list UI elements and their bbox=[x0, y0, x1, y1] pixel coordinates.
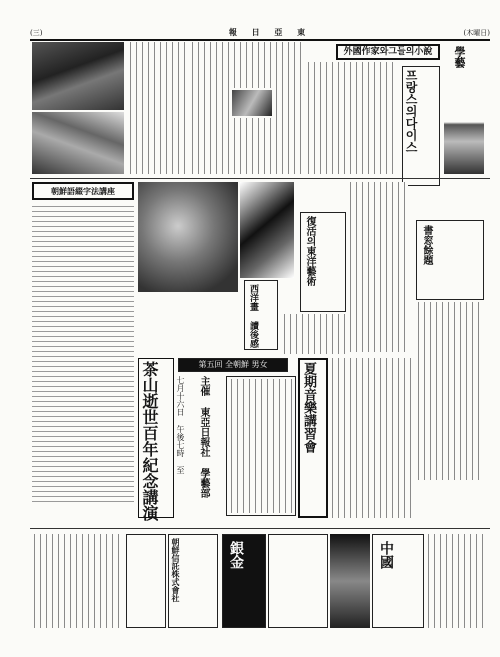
women-banner: 第五回 全朝鮮 男女 bbox=[178, 358, 288, 372]
foreign-writers-banner: 外國作家와그들의小說 bbox=[336, 44, 440, 60]
text-column bbox=[416, 302, 484, 480]
eastern-title-box: 西洋畫 讀後感 bbox=[244, 280, 278, 350]
page-header bbox=[30, 26, 490, 41]
memorial-host: 主催 東亞日報社 學藝部 bbox=[198, 376, 209, 498]
sailboat-illustration bbox=[444, 44, 484, 174]
dark-illustration bbox=[240, 182, 294, 278]
france-title-box: 프랑스의다이스 bbox=[402, 66, 440, 186]
ad-graphic bbox=[330, 534, 370, 628]
text-column bbox=[274, 42, 304, 174]
ad-block bbox=[126, 534, 166, 628]
date-line: (木曜日) bbox=[463, 28, 490, 37]
text-column bbox=[190, 42, 230, 174]
text-column bbox=[306, 62, 398, 174]
memorial-sub: 七月十六日 午後七時 至 bbox=[176, 376, 185, 474]
painting-reproduction bbox=[138, 182, 238, 292]
small-photo bbox=[232, 90, 272, 116]
text-column bbox=[232, 42, 272, 88]
grammar-title-box: 朝鮮語綴字法講座 bbox=[32, 182, 134, 200]
section-rule bbox=[30, 178, 490, 179]
china-ad: 中國 bbox=[372, 534, 424, 628]
music-title-box: 夏期音樂講習會 bbox=[298, 358, 328, 518]
ad-block bbox=[268, 534, 328, 628]
trust-ad: 朝鮮信託株式會社 bbox=[168, 534, 218, 628]
text-column bbox=[128, 42, 188, 174]
ads-rule bbox=[30, 528, 490, 529]
music-schedule-box bbox=[226, 376, 296, 516]
text-column bbox=[232, 118, 272, 174]
top-left-photo bbox=[32, 42, 124, 110]
essay-title-box: 書窓餘題 bbox=[416, 220, 484, 300]
top-left-photo-2 bbox=[32, 112, 124, 174]
page-number: (三) bbox=[30, 28, 43, 37]
masthead: 報 日 亞 東 bbox=[228, 27, 312, 37]
grammar-text bbox=[32, 204, 134, 504]
gold-bank-ad: 銀金 bbox=[222, 534, 266, 628]
ad-block bbox=[426, 534, 484, 628]
text-column bbox=[282, 314, 346, 354]
text-column bbox=[330, 358, 414, 518]
ad-block bbox=[32, 534, 124, 628]
text-column bbox=[348, 182, 408, 352]
school-tag: 學藝 bbox=[453, 46, 466, 68]
revival-title-box: 復活의東洋藝術 bbox=[300, 212, 346, 312]
memorial-title-box: 茶山逝世百年紀念講演 bbox=[138, 358, 174, 518]
